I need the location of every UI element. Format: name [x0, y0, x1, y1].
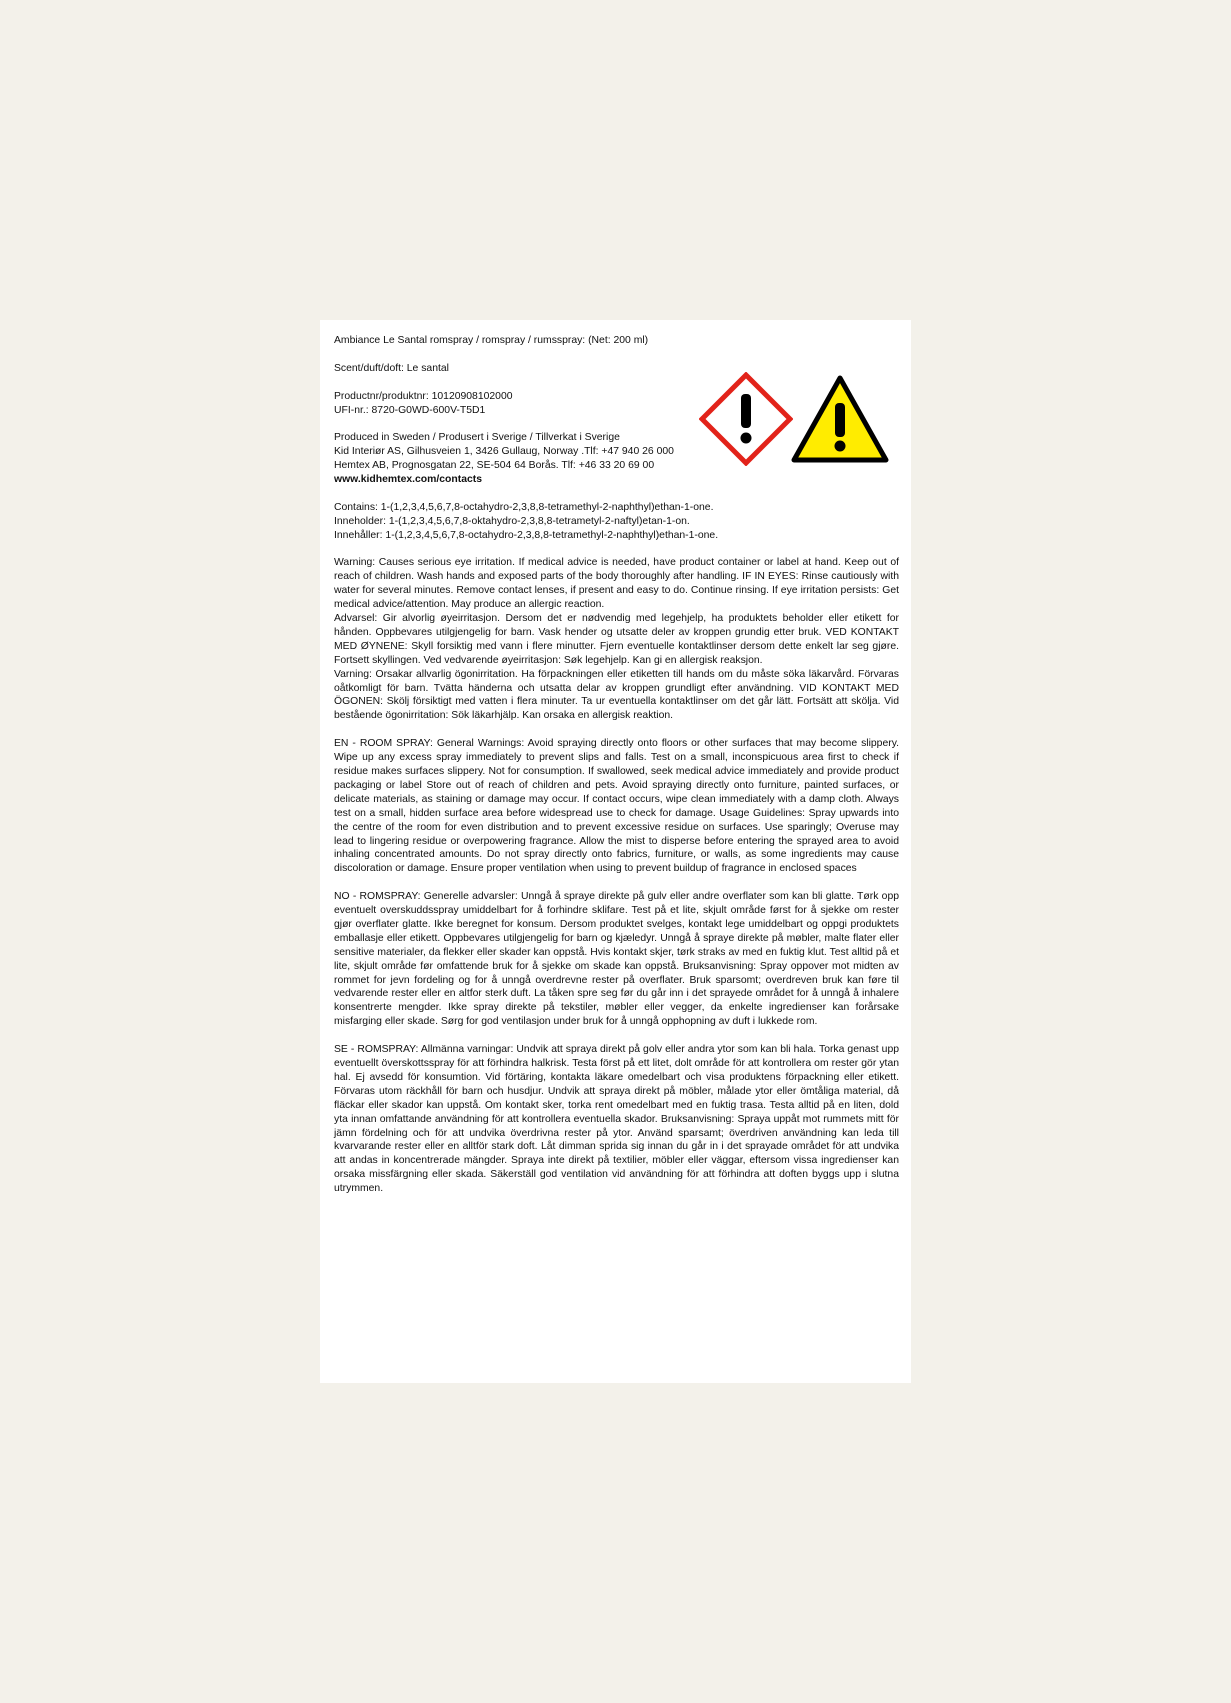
scent: Scent/duft/doft: Le santal	[334, 362, 449, 374]
company-sweden: Hemtex AB, Prognosgatan 22, SE-504 64 Borås. Tlf: +46 33 20 69 00	[334, 460, 655, 472]
product-title-block	[334, 334, 899, 348]
room-spray-en-block	[334, 737, 899, 876]
product-label	[320, 320, 911, 1383]
warnings-block	[334, 556, 899, 723]
room-spray-no-block	[334, 890, 899, 1029]
contains-no: Inneholder: 1-(1,2,3,4,5,6,7,8-oktahydro-2,3,8,8-tetrametyl-2-naftyl)etan-1-on.	[334, 515, 690, 527]
contains-en: Contains: 1-(1,2,3,4,5,6,7,8-octahydro-2,3,8,8-tetramethyl-2-naphthyl)ethan-1-one.	[334, 501, 714, 513]
company-norway: Kid Interiør AS, Gilhusveien 1, 3426 Gullaug, Norway .Tlf: +47 940 26 000	[334, 446, 674, 458]
warning-no: Advarsel: Gir alvorlig øyeirritasjon. Dersom det er nødvendig med legehjelp, ha produktets beholder eller etikett for hånden. Oppbevares utilgjengelig for barn. Vask hender og utsatte deler av kroppen grundig etter bruk. VED KONTAKT MED ØYNENE: Skyll forsiktig med vann i flere minutter. Fjern eventuelle kontaktlinser dersom dette enkelt lar seg gjøre. Fortsett skyllingen. Ved vedvarende øyeirritasjon: Søk legehjelp. Kan gi en allergisk reaksjon.	[334, 613, 899, 666]
ufi-number: UFI-nr.: 8720-G0WD-600V-T5D1	[334, 404, 486, 416]
room-spray-se: SE - ROMSPRAY: Allmänna varningar: Undvik att spraya direkt på golv eller andra ytor som kan bli hala. Torka genast upp eventuellt överskottsspray för att förhindra halkrisk. Testa först på ett litet, dolt område för att kontrollera om rester gör ytan hal. Ej avsedd för konsumtion. Vid förtäring, kontakta läkare omedelbart och visa produktens förpackning eller etikett. Förvaras utom räckhåll för barn och husdjur. Undvik att spraya direkt på möbler, målade ytor eller ömtåliga material, då fläckar eller skador kan uppstå. Om kontakt sker, torka rent omedelbart med en fuktig trasa. Testa alltid på en liten, dold yta innan omfattande användning för att kontrollera eventuella skador. Bruksanvisning: Spraya uppåt mot rummets mitt för jämn fördelning och för att undvika överdrivna rester på ytor. Använd sparsamt; överdriven användning kan leda till kvarvarande rester eller en alltför stark doft. Låt dimman sprida sig innan du går in i det sprayade området för att undvika att andas in koncentrerade mängder. Spraya inte direkt på textilier, möbler eller väggar, eftersom vissa ingredienser kan orsaka missfärgning eller skada. Säkerställ god ventilation vid användning för att förhindra att doften byggs upp i slutna utrymmen.	[334, 1044, 899, 1195]
warning-se: Varning: Orsakar allvarlig ögonirritation. Ha förpackningen eller etiketten till hands om du måste söka läkarvård. Förvaras oåtkomligt för barn. Tvätta händerna och utsatta delar av kroppen grundligt efter användning. VID KONTAKT MED ÖGONEN: Skölj försiktigt med vatten i flera minuter. Ta ur eventuella kontaktlinser om det går lätt. Fortsätt att skölja. Vid bestående ögonirritation: Sök läkarhjälp. Kan orsaka en allergisk reaktion.	[334, 668, 899, 722]
produced-in: Produced in Sweden / Produsert i Sverige / Tillverkat i Sverige	[334, 432, 620, 444]
website-link: www.kidhemtex.com/contacts	[334, 474, 483, 486]
room-spray-se-block	[334, 1043, 899, 1196]
ghs-exclamation-mark-icon	[699, 372, 793, 466]
contains-block	[334, 501, 899, 543]
product-number: Productnr/produktnr: 10120908102000	[334, 390, 513, 402]
room-spray-en: EN - ROOM SPRAY: General Warnings: Avoid spraying directly onto floors or other surfaces that may become slippery. Wipe up any excess spray immediately to prevent slips and falls. Test on a small, inconspicuous area first to check if residue makes surfaces slippery. Not for consumption. If swallowed, seek medical advice immediately and provide product packaging or label Store out of reach of children and pets. Avoid spraying directly onto furniture, painted surfaces, or delicate materials, as staining or damage may occur. If contact occurs, wipe clean immediately with a damp cloth. Always test on a small, hidden surface area before widespread use to check for damage. Usage Guidelines: Spray upwards into the centre of the room for even distribution and to prevent excessive residue on surfaces. Use sparingly; Overuse may lead to lingering residue or overpowering fragrance. Allow the mist to disperse before entering the sprayed area to avoid inhaling concentrated amounts. Do not spray directly onto fabrics, furniture, or walls, as some ingredients may cause discoloration or damage. Ensure proper ventilation when using to prevent buildup of fragrance in enclosed spaces	[334, 738, 899, 875]
hazard-pictograms	[699, 372, 885, 466]
warning-triangle-icon	[791, 375, 889, 463]
contains-se: Innehåller: 1-(1,2,3,4,5,6,7,8-octahydro-2,3,8,8-tetramethyl-2-naphthyl)ethan-1-one.	[334, 529, 719, 541]
warning-en: Warning: Causes serious eye irritation. If medical advice is needed, have product container or label at hand. Keep out of reach of children. Wash hands and exposed parts of the body thoroughly after handling. IF IN EYES: Rinse cautiously with water for several minutes. Remove contact lenses, if present and easy to do. Continue rinsing. If eye irritation persists: Get medical advice/attention. May produce an allergic reaction.	[334, 557, 899, 611]
product-title: Ambiance Le Santal romspray / romspray / rumsspray: (Net: 200 ml)	[334, 335, 649, 346]
room-spray-no: NO - ROMSPRAY: Generelle advarsler: Unngå å spraye direkte på gulv eller andre overflater som kan bli glatte. Tørk opp eventuelt overskuddsspray umiddelbart for å forhindre sklifare. Test på et lite, skjult område først for å sjekke om rester gjør overflater glatte. Ikke beregnet for konsum. Dersom produktet svelges, kontakt lege umiddelbart og oppgi produktets emballasje eller etikett. Oppbevares utilgjengelig for barn og kjæledyr. Unngå å spraye direkte på møbler, malte flater eller sensitive materialer, da flekker eller skader kan oppstå. Hvis kontakt skjer, tørk straks av med en fuktig klut. Test alltid på et lite, skjult område før omfattende bruk for å sjekke om skade kan oppstå. Bruksanvisning: Spray oppover mot midten av rommet for jevn fordeling og for å unngå overdrevne rester på overflater. Bruk sparsomt; overdreven bruk kan føre til vedvarende rester eller en altfor sterk duft. La tåken spre seg før du går inn i det sprayede området for å unngå å inhalere konsentrerte mengder. Ikke spray direkte på tekstiler, møbler eller vegger, da enkelte ingredienser kan forårsake misfarging eller skade. Sørg for god ventilasjon under bruk for å unngå opphopning av duft i lukkede rom.	[334, 891, 899, 1028]
